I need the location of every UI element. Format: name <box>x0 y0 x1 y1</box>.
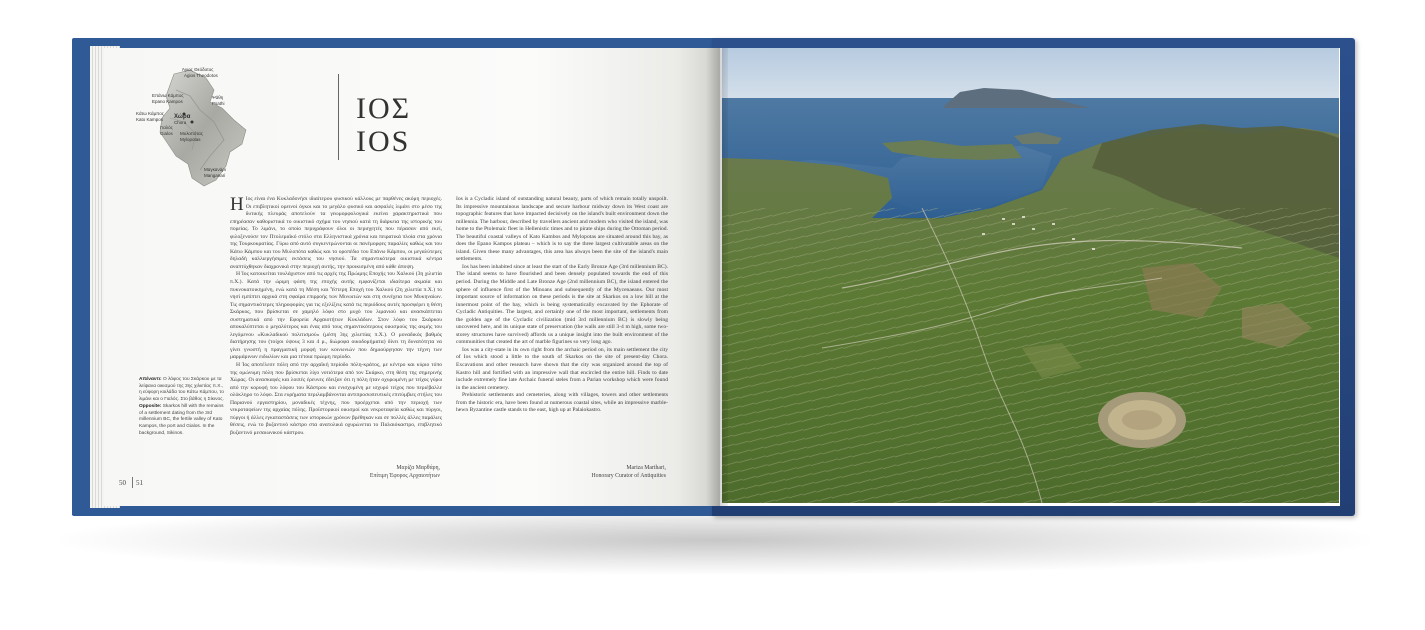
author-role: Επίτιμη Έφορος Αρχαιοτήτων <box>369 473 440 479</box>
island-map <box>130 60 260 190</box>
map-label: Γιαλός <box>160 125 173 130</box>
map-label: Psathi <box>212 101 225 106</box>
caption-greek-label: Απέναντι: <box>139 377 162 382</box>
english-paragraph: Ios was a city-state in its own right from the archaic period on, its main settlement the city of Ios which stood a little to the south of Skarkos on the site of present-day Chora. Excavations and other research have shown that the city was organized around the top of Kastro hill and fortified with an impressive wall that encircled the entire hill. Finds to date include extremely fine late Archaic funeral steles from a Parian workshop which were found in the ancient cemetery. <box>456 346 668 391</box>
photo-caption <box>139 377 227 437</box>
map-label: Άγιος Θεόδοτος <box>182 67 214 72</box>
author-role: Honorary Curator of Antiquities <box>591 473 666 479</box>
map-label: Μυλοπότας <box>180 131 203 136</box>
aerial-landscape-image <box>722 48 1339 503</box>
map-label: Επάνω Κάμπος <box>152 93 184 98</box>
map-label: Χώρα <box>174 114 191 120</box>
english-text-column <box>456 196 668 468</box>
aerial-photo <box>722 48 1339 503</box>
author-name: Mariza Marthari, <box>626 465 666 471</box>
book-gutter <box>706 48 728 506</box>
map-label: Kato Kampos <box>136 117 164 122</box>
title-latin: IOS <box>356 125 411 158</box>
map-label: Κάτω Κάμπος <box>136 111 164 116</box>
map-label: Agios Theodotos <box>184 73 218 78</box>
caption-english-label: Opposite: <box>139 403 162 409</box>
caption-english-text: Skarkos hill with the remains of a settlement dating from the 3rd millennium BC, the fertile valley of Kato Kampos, the port and Gialos. In the background, Sikinos. <box>139 403 224 436</box>
page-number-left: 50 <box>119 479 126 487</box>
page-number-right: 51 <box>136 479 143 487</box>
map-label: Μαγκανάρι <box>204 167 226 172</box>
drop-cap: Η <box>230 196 244 215</box>
author-name: Μαρίζα Μαρθάρη, <box>396 465 440 471</box>
title-divider <box>338 74 339 160</box>
map-label: Epano Kampos <box>152 99 183 104</box>
island-relief-icon <box>130 60 260 190</box>
greek-paragraph: Η Ίος κατοικείται τουλάχιστον από τις αρχές της Πρώιμης Εποχής του Χαλκού (3η χιλιετία π.Χ.). Κατά την ώριμη φάση της εποχής αυτής εμφανίζεται ιδιαίτερα ακμαία και πυκνοκατοικημένη, ενώ κατά τη Μέση και Ύστερη Εποχή του Χαλκού (2η χιλιετία π.Χ.) το νησί εμπίπτει αρχικά στη σφαίρα επιρροής των Μινωιτών και στη συνέχεια των Μυκηναίων. Τις σημαντικότερες πληροφορίες για τις εξελίξεις κατά τις περιόδους αυτές προσφέρει η θέση Σκάρκος, που βρίσκεται σε χαμηλό λόφο στο μυχό του λιμανιού και ανασκάπτεται συστηματικά από την Εφορεία Αρχαιοτήτων Κυκλάδων. Στον λόφο του Σκάρκου αποκαλύπτεται ο μεγαλύτερος και ένας από τους σημαντικότερους οικισμούς της ακμής του λεγόμενου «Κυκλαδικού πολιτισμού» (μέση 3ης χιλιετίας π.Χ.). Ο μοναδικός βαθμός διατήρησης του (τοίχοι ύψους 3 και 4 μ., διώροφα οικοδομήματα) δίνει τη δυνατότητα να γίνει γνωστή η πραγματική μορφή των κοινωνιών που δημιούργησαν την τέχνη των μαρμάρινων ειδωλίων και μια τέτοια πρώιμη περίοδο. <box>230 271 442 361</box>
map-label: Gialos <box>160 131 173 136</box>
english-paragraph: Ios is a Cycladic island of outstanding natural beauty, parts of which remain totally unspoilt. Its impressive mountainous landscape and secure harbour midway down its West coast are topographic features that have impacted decisively on the island's built environment down the millennia. The harbour, described by travellers ancient and modern who visited the island, was home to the Ptolemaic fleet in Hellenistic times and to pirate ships during the Ottoman period. The beautiful coastal valleys of Kato Kambos and Mylopotas are situated around this bay, as does the Epano Kampos plateau – which is to say the three largest cultivatable areas on the island. Given these many advantages, this area has always been the site of the island's main settlements. <box>456 196 668 263</box>
greek-paragraph: Η Ιος είναι ένα Κυκλαδονήσι ιδιαίτερου φυσικού κάλλους με παρθένες ακόμη περιοχές. Οι επιβλητικοί ορεινοί όγκοι και το μεγάλο φυσικό και ασφαλές λιμάνι στο μέσο της δυτικής πλευράς αποτελούν τα γεωμορφολογικά εκείνα χαρακτηριστικά που επηρέασαν καθοριστικά το οικιστικό σχήμα του νησιού κατά τη διάρκεια της ιστορικής του πορείας. Το λιμάνι, το οποίο περιγράφουν όλοι οι περιηγητές που πέρασαν από εκεί, φιλοξενούσε τον Πτολεμαϊκό στόλο στα Ελληνιστικά χρόνια και πειρατικά πλοία στα χρόνια της Τουρκοκρατίας. Γύρω από αυτό συγκεντρώνονται οι πανέμορφες παραλίες καθώς και του Κάτω Κάμπου και του Μυλοπότα καθώς και το οροπέδιο του Επάνω Κάμπου, οι μεγαλύτερες δηλαδή καλλιεργήσιμες εκτάσεις του νησιού. Τα σημαντικότερα οικιστικά κέντρα αναπτύχθηκαν διαχρονικά στην περιοχή αυτής, την προικισμένη από κάθε άποψη. <box>230 196 442 270</box>
english-paragraph: Prehistoric settlements and cemeteries, along with villages, towers and other settlements from the historic era, have been found at numerous coastal sites, while an impressive marble-hewn Byzantine castle stands to the east, high up at Palaiokastro. <box>456 392 668 414</box>
greek-paragraph: Η Ίος αποτέλεσε πόλη από την αρχαϊκή περίοδο πόλη-κράτος, με κέντρο και κύριο τόπο της ομώνυμη πόλη που βρίσκεται λίγο νοτιότερα από τον Σκάρκο, στη θέση της σημερινής Χώρας. Οι ανασκαφές και λοιπές έρευνες έδειξαν ότι η πόλη ήταν οχυρωμένη με τείχος γύρω από την κορυφή του λόφου του Κάστρου και ενισχυμένη με ισχυρό τείχος που περιέβαλλε ολόκληρο το λόφο. Στα ευρήματα περιλαμβάνονται αντιπροσωπευτικές επιτύμβιες στήλες του Παριανού εργαστηρίου, μοναδικές τέχνης, που προέρχεται από την περιοχή των νεκροταφείων της αρχαίας πόλης. Προϊστορικοί οικισμοί και νεκροταφεία καθώς και πύργοι, πύργοι ή άλλες εγκαταστάσεις των ιστορικών χρόνων βρέθηκαν και σε πολλές άλλες παράλιες θέσεις, ενώ το βυζαντινό κάστρο στα ανατολικά οχυρώνεται το Παλαιόκαστρο, επιβλητικό βυζαντινό μεσαιωνικού κάστρου. <box>230 362 442 436</box>
map-label: Mylopotas <box>180 137 201 142</box>
title-greek: ΙΟΣ <box>356 92 412 125</box>
author-signature-greek <box>290 464 440 480</box>
map-label: Manganari <box>204 173 226 178</box>
greek-text-column <box>230 196 442 468</box>
caption-greek-text: Ο λόφος του Σκάρκου με τα λείψανα οικισμού της 3ης χιλιετίας π.Χ., η εύφορη κοιλάδα του Κάτω Κάμπου, το λιμάνι και ο Γιαλός. Στο βάθος η Σίκινος. <box>139 377 224 403</box>
folio-divider <box>132 477 133 488</box>
author-signature-english <box>516 464 666 480</box>
map-label: Chora <box>174 120 187 125</box>
map-label: Ψάθη <box>212 95 224 100</box>
english-paragraph: Ios has been inhabited since at least the start of the Early Bronze Age (3rd millennium BC). The island seems to have flourished and been densely populated towards the end of this period. During the Middle and Late Bronze Age (2nd millennium BC), the island entered the sphere of influence first of the Minoans and subsequently of the Mycenaeans. Our most important source of information on these periods is the site at Skarkos on a low hill at the innermost point of the bay, which is being systematically excavated by the Ephorate of Cycladic Antiquities. The largest, and certainly one of the most important, settlements from the golden age of the Cycladic civilization (mid 3rd millennium BC) is slowly being uncovered here, and its unique state of preservation (the walls are still 3-4 m high, some two-storey structures have survived) affords us a unique insight into the built environment of the communities that created the art of marble figurines so very long ago. <box>456 263 668 346</box>
